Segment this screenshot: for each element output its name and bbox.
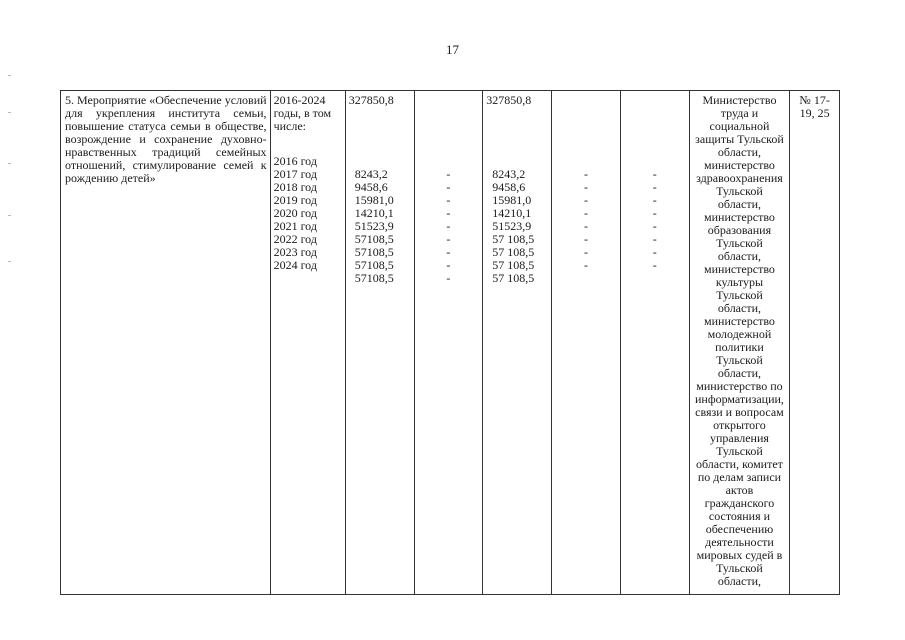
local-value: - [583, 232, 588, 246]
executor-line: области, [717, 197, 762, 211]
executor-line: области, [717, 249, 762, 263]
executor-line: состояния и [708, 509, 771, 523]
executor-line: информатизации, [694, 392, 784, 406]
regional-cell [483, 91, 552, 595]
regional-value: 8243,2 [492, 167, 526, 181]
other-value: - [652, 245, 657, 259]
other-value: - [652, 206, 657, 220]
regional-value: 9458,6 [492, 180, 526, 194]
executor-line: области, [717, 366, 762, 380]
local-value: - [583, 258, 588, 272]
local-value: - [583, 180, 588, 194]
executors-cell [689, 91, 790, 595]
federal-value: - [446, 219, 451, 233]
year-label: 2020 год [273, 206, 317, 220]
total-cell [345, 91, 414, 595]
executor-line: открытого [713, 418, 766, 432]
federal-value: - [446, 193, 451, 207]
total-value: 14210,1 [354, 206, 394, 220]
federal-value: - [446, 167, 451, 181]
executor-line: области, [717, 145, 762, 159]
total-value: 51523,9 [354, 219, 394, 233]
executor-line: здравоохранения [696, 171, 783, 185]
measure-table [60, 90, 840, 595]
other-value: - [652, 180, 657, 194]
regional-value: 57 108,5 [492, 258, 535, 272]
regional-value: 51523,9 [492, 219, 532, 233]
year-label: 2016 год [273, 154, 317, 168]
executor-line: министерство по [696, 379, 783, 393]
executor-line: министерство [704, 262, 775, 276]
year-label: 2024 год [273, 258, 317, 272]
total-value: 57108,5 [354, 271, 394, 285]
local-cell [552, 91, 621, 595]
federal-value: - [446, 232, 451, 246]
executor-line: Министерство [702, 93, 777, 107]
executor-line: Тульской [716, 184, 763, 198]
other-value: - [652, 219, 657, 233]
year-label: 2023 год [273, 245, 317, 259]
federal-value: - [446, 271, 451, 285]
federal-cell [414, 91, 483, 595]
executor-line: политики [715, 340, 764, 354]
local-value: - [583, 206, 588, 220]
year-label: 2022 год [273, 232, 317, 246]
other-value: - [652, 193, 657, 207]
executor-line: гражданского [704, 496, 775, 510]
measure-description: 5. Мероприятие «Обеспечение условий для укрепления института семьи, повышение статуса семьи в обществе, возрождение и сохранение духовно-нравственных традиций семейных отношений, стимулирование семей к рождению детей» [61, 91, 271, 595]
local-value: - [583, 193, 588, 207]
executor-line: защиты Тульской [695, 132, 784, 146]
total-value: 9458,6 [354, 180, 388, 194]
executor-line: министерство [704, 314, 775, 328]
executor-line: деятельности [705, 535, 774, 549]
year-label: 2021 год [273, 219, 317, 233]
total-value: 57108,5 [354, 232, 394, 246]
scan-marks [8, 75, 12, 275]
executor-line: Тульской [716, 444, 763, 458]
federal-value: - [446, 245, 451, 259]
regional-value: 57 108,5 [492, 245, 535, 259]
local-value: - [583, 245, 588, 259]
page-number: 17 [446, 42, 459, 57]
executor-line: Тульской [716, 353, 763, 367]
executor-line: области, [717, 301, 762, 315]
executor-line: культуры [715, 275, 764, 289]
other-value: - [652, 232, 657, 246]
executor-line: области, [717, 574, 762, 588]
executor-line: Тульской [716, 288, 763, 302]
table-row [61, 91, 840, 595]
executor-line: области, комитет [695, 457, 783, 471]
period-label: 2016-2024 годы, в том числе: [273, 93, 332, 133]
local-value: - [583, 219, 588, 233]
year-label: 2019 год [273, 193, 317, 207]
other-value: - [652, 258, 657, 272]
federal-value: - [446, 206, 451, 220]
executor-line: обеспечению [705, 522, 774, 536]
year-label: 2018 год [273, 180, 317, 194]
executor-line: мировых судей в [696, 548, 783, 562]
regional-value: 57 108,5 [492, 232, 535, 246]
federal-value: - [446, 258, 451, 272]
executor-line: по делам записи [697, 470, 782, 484]
executor-line: образования [707, 223, 772, 237]
executor-line: связи и вопросам [695, 405, 784, 419]
total-value: 15981,0 [354, 193, 394, 207]
regional-header: 327850,8 [486, 93, 532, 107]
executor-line: социальной [709, 119, 770, 133]
executor-line: министерство [704, 210, 775, 224]
other-value: - [652, 167, 657, 181]
other-cell [620, 91, 689, 595]
executor-line: труда и [720, 106, 759, 120]
year-label: 2017 год [273, 167, 317, 181]
regional-value: 57 108,5 [492, 271, 535, 285]
total-header: 327850,8 [348, 93, 394, 107]
federal-value: - [446, 180, 451, 194]
regional-value: 15981,0 [492, 193, 532, 207]
total-value: 57108,5 [354, 258, 394, 272]
executor-line: молодежной [707, 327, 772, 341]
executor-line: Тульской [716, 561, 763, 575]
reference-cell: № 17-19, 25 [790, 91, 840, 595]
regional-value: 14210,1 [492, 206, 532, 220]
executor-line: актов [725, 483, 754, 497]
total-value: 57108,5 [354, 245, 394, 259]
years-cell [270, 91, 345, 595]
local-value: - [583, 167, 588, 181]
executor-line: Тульской [716, 236, 763, 250]
executor-line: министерство [704, 158, 775, 172]
total-value: 8243,2 [354, 167, 388, 181]
executor-line: управления [709, 431, 769, 445]
